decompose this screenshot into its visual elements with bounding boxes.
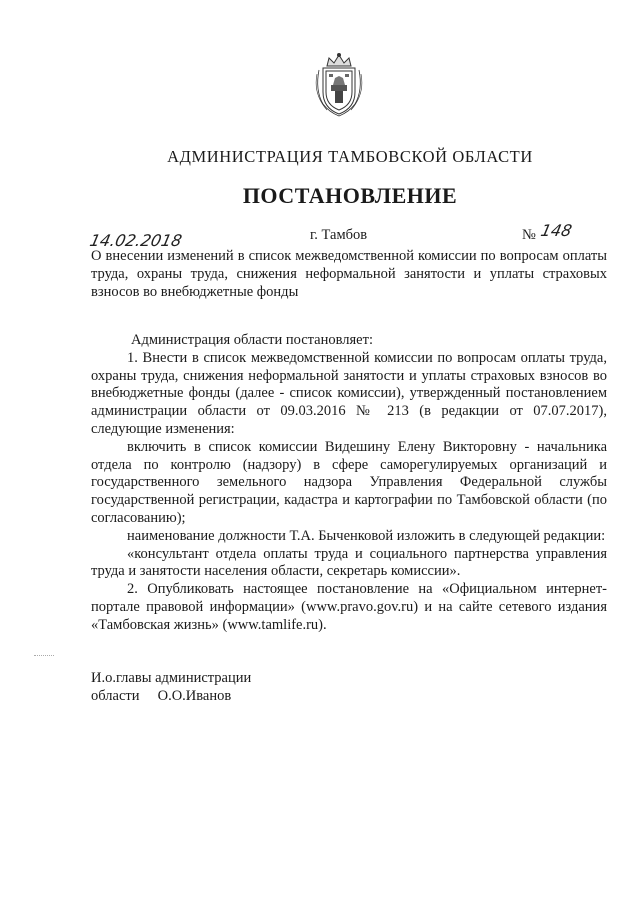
document-city: г. Тамбов — [310, 227, 368, 243]
scan-margin-mark — [34, 655, 54, 656]
coat-of-arms-icon — [313, 52, 365, 118]
body-item-1-include: включить в список комиссии Видешину Елену Викторовну - начальника отдела по контролю (надзору) в сфере саморегулируемых организаций и государственного земельного надзора Управления Федеральной службы государственной регистрации, кадастра и картографии по Тамбовской области (по согласованию); — [91, 438, 607, 526]
subject-text: О внесении изменений в список межведомственной комиссии по вопросам оплаты труда, охраны труда, снижения неформальной занятости и уплаты страховых взносов во внебюджетные фонды — [91, 248, 607, 300]
number-sign: № — [522, 227, 536, 243]
body-item-1-rename: наименование должности Т.А. Быченковой изложить в следующей редакции: — [127, 527, 606, 544]
document-body — [91, 332, 607, 635]
body-intro: Администрация области постановляет: — [131, 332, 373, 348]
document-date: 14.02.2018 — [87, 231, 184, 250]
signatory-position: И.о.главы администрации — [91, 670, 252, 686]
body-item-1: 1. Внести в список межведомственной комиссии по вопросам оплаты труда, охраны труда, снижения неформальной занятости и уплаты страховых взносов во внебюджетные фонды (далее - список комиссии), утвержденный постановлением администрации области от 09.03.2016 № 213 (в редакции от 07.07.2017), следующие изменения: — [91, 349, 607, 437]
signatory-name: области О.О.Иванов — [91, 687, 232, 704]
body-item-1-new-title: «консультант отдела оплаты труда и социального партнерства управления труда и занятости населения области, секретарь комиссии». — [91, 545, 607, 580]
document-subject — [91, 248, 607, 301]
signature-block — [91, 670, 251, 706]
document-number: 148 — [538, 221, 574, 240]
body-item-2: 2. Опубликовать настоящее постановление на «Официальном интернет-портале правовой информации» (www.pravo.gov.ru) и на сайте сетевого издания «Тамбовская жизнь» (www.tamlife.ru). — [91, 581, 607, 633]
document-type-title: ПОСТАНОВЛЕНИЕ — [242, 183, 458, 208]
organization-title: АДМИНИСТРАЦИЯ ТАМБОВСКОЙ ОБЛАСТИ — [167, 147, 533, 166]
